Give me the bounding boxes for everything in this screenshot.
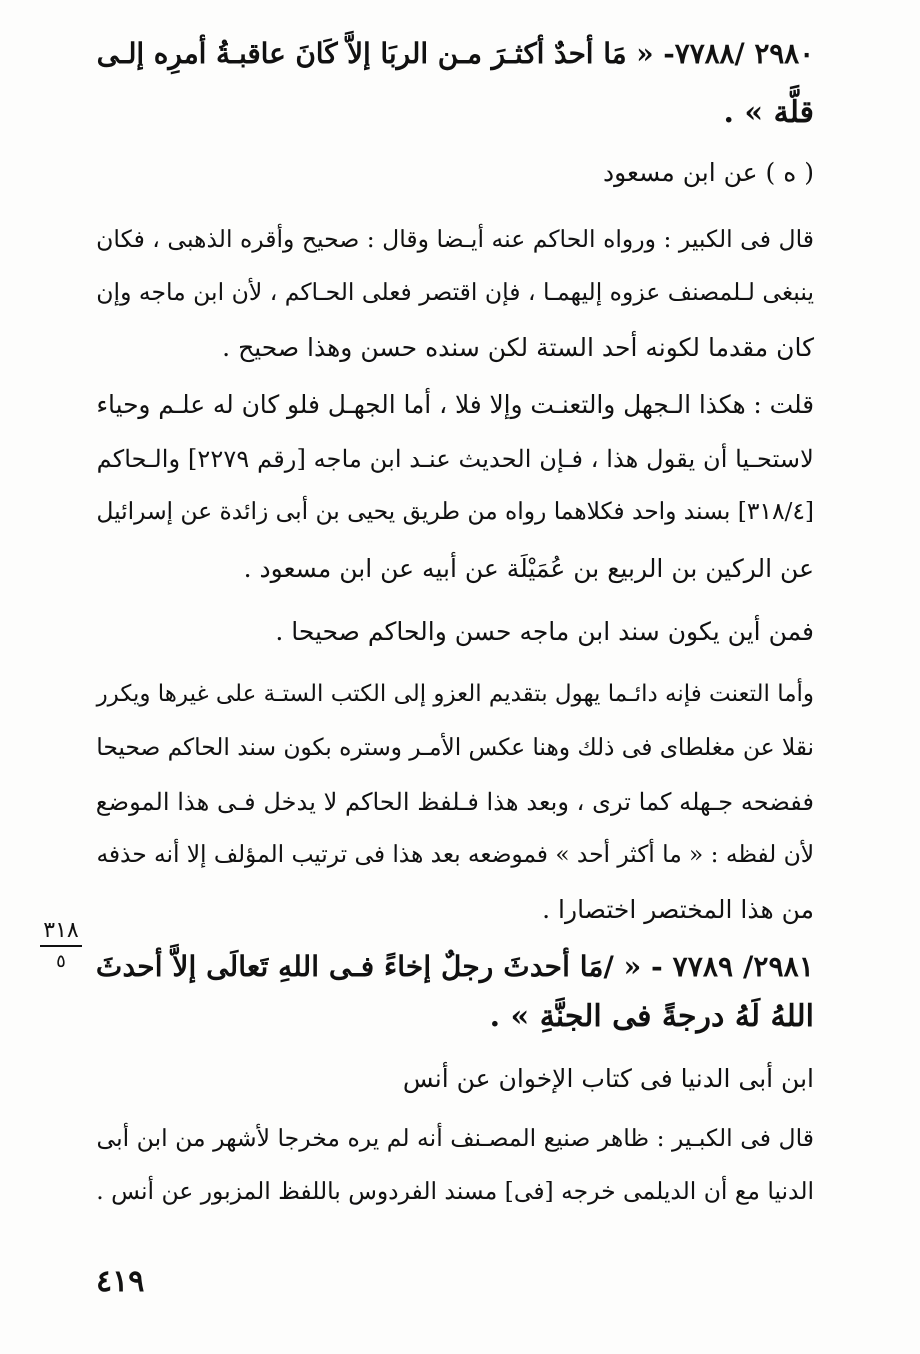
hadith-text-line: ٢٩٨١/ ٧٧٨٩ - « /مَا أحدثَ رجلٌ إخاءً فـى اللهِ تَعالَى إلاَّ أحدثَ	[95, 949, 814, 983]
commentary-line: [٣١٨/٤] بسند واحد فكلاهما رواه من طريق يحيى بن أبى زائدة عن إسرائيل	[96, 497, 814, 525]
commentary-line: قال فى الكبير : ورواه الحاكم عنه أيـضا وقال : صحيح وأقره الذهبى ، فكان	[96, 225, 814, 253]
commentary-line: قلت : هكذا الـجهل والتعنـت وإلا فلا ، أما الجهـل فلو كان له علـم وحياء	[96, 390, 814, 419]
commentary-line: نقلا عن مغلطاى فى ذلك وهنا عكس الأمـر وستره بكون سند الحاكم صحيحا	[96, 734, 814, 761]
commentary-line: الدنيا مع أن الديلمى خرجه [فى] مسند الفردوس باللفظ المزبور عن أنس .	[96, 1177, 814, 1205]
commentary-line: عن الركين بن الربيع بن عُمَيْلَة عن أبيه عن ابن مسعود .	[243, 554, 814, 583]
margin-note-volume: ٣١٨	[40, 918, 82, 947]
commentary-line: ينبغى لـلمصنف عزوه إليهمـا ، فإن اقتصر فعلى الحـاكم ، لأن ابن ماجه وإن	[96, 278, 814, 306]
hadith-source: ( ه ) عن ابن مسعود	[602, 158, 814, 187]
margin-volume-page-note	[40, 918, 82, 972]
commentary-line: وأما التعنت فإنه دائـما يهول بتقديم العزو إلى الكتب الستـة على غيرها ويكرر	[96, 681, 814, 707]
hadith-text-line: اللهُ لَهُ درجةً فى الجنَّةِ » .	[489, 999, 814, 1034]
margin-note-page: ٥	[56, 951, 66, 972]
hadith-source: ابن أبى الدنيا فى كتاب الإخوان عن أنس	[402, 1064, 814, 1093]
commentary-line: قال فى الكبـير : ظاهر صنيع المصـنف أنه لم يره مخرجا لأشهر من ابن أبى	[96, 1124, 814, 1152]
commentary-line: ففضحه جـهله كما ترى ، وبعد هذا فـلفظ الحاكم لا يدخل فـى هذا الموضع	[95, 788, 814, 816]
commentary-line: فمن أين يكون سند ابن ماجه حسن والحاكم صحيحا .	[275, 617, 814, 646]
page-number: ٤١٩	[96, 1264, 145, 1299]
hadith-text-line: قلَّة » .	[723, 95, 814, 130]
commentary-line: من هذا المختصر اختصارا .	[542, 895, 814, 924]
commentary-line: كان مقدما لكونه أحد الستة لكن سنده حسن وهذا صحيح .	[222, 333, 814, 362]
commentary-line: لاستحـيا أن يقول هذا ، فـإن الحديث عنـد ابن ماجه [رقم ٢٢٧٩] والـحاكم	[96, 445, 814, 473]
commentary-line: لأن لفظه : « ما أكثر أحد » فموضعه بعد هذا فى ترتيب المؤلف إلا أنه حذفه	[96, 841, 814, 868]
hadith-text-line: ٢٩٨٠ /٧٧٨٨- « مَا أحدٌ أكثـرَ مـن الربَا إلاَّ كَانَ عاقبـةُ أمرِه إلـى	[96, 37, 814, 70]
